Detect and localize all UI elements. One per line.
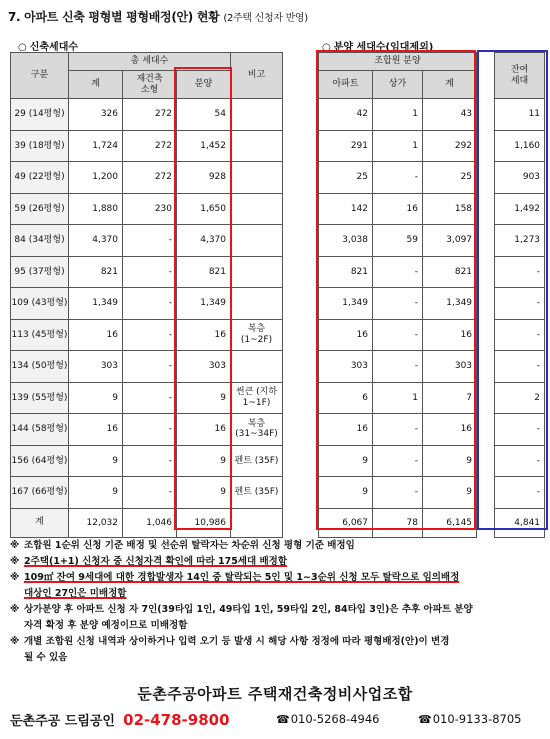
table-row — [319, 256, 545, 288]
table-row — [11, 319, 283, 351]
cell-note — [231, 225, 283, 257]
header-remaining: 잔여 세대 — [495, 53, 545, 99]
cell-sale: 9 — [177, 477, 231, 509]
association-name: 둔촌주공아파트 주택재건축정비사업조합 — [137, 685, 413, 703]
cell-total: 12,032 — [69, 508, 123, 537]
cell-type: 49 (22평형) — [11, 162, 69, 194]
table-row — [11, 351, 283, 383]
table-row — [319, 130, 545, 162]
cell-reconstruction: - — [123, 225, 177, 257]
cell-sale: 10,986 — [177, 508, 231, 537]
spacer — [477, 53, 495, 99]
cell-total: 9 — [69, 445, 123, 477]
note-4 — [10, 602, 545, 634]
contact-line — [10, 710, 545, 729]
spacer — [477, 130, 495, 162]
note-text: 대상인 27인은 미배정함 — [24, 588, 127, 599]
cell-sum: 9 — [423, 445, 477, 477]
cell-type: 144 (58평형) — [11, 414, 69, 446]
notes-section — [10, 538, 545, 666]
cell-apartment: 16 — [319, 319, 373, 351]
cell-reconstruction: 272 — [123, 130, 177, 162]
note-1 — [10, 538, 545, 554]
cell-sale: 4,370 — [177, 225, 231, 257]
note-3 — [10, 570, 545, 602]
cell-remaining: 1,273 — [495, 225, 545, 257]
office-name: 둔촌주공 드림공인 — [10, 714, 115, 729]
cell-sum: 292 — [423, 130, 477, 162]
cell-apartment: 821 — [319, 256, 373, 288]
header-store: 상가 — [373, 71, 423, 99]
cell-reconstruction: - — [123, 288, 177, 320]
cell-type: 계 — [11, 508, 69, 537]
cell-apartment: 42 — [319, 99, 373, 131]
spacer — [477, 99, 495, 131]
cell-note: 복층 (31~34F) — [231, 414, 283, 446]
cell-remaining: 1,160 — [495, 130, 545, 162]
cell-apartment: 6 — [319, 382, 373, 414]
cell-note — [231, 256, 283, 288]
sale-units-table — [318, 52, 545, 538]
cell-sum: 6,145 — [423, 508, 477, 537]
table-row — [319, 351, 545, 383]
cell-type: 84 (34평형) — [11, 225, 69, 257]
page-title — [8, 8, 308, 25]
cell-store: - — [373, 351, 423, 383]
note-text: 2주택(1+1) 신청자 중 신청자격 확인에 따라 175세대 배정함 — [24, 556, 287, 567]
header-total: 계 — [69, 71, 123, 99]
cell-type: 167 (66평형) — [11, 477, 69, 509]
header-sale: 분양 — [177, 71, 231, 99]
note-mark: ※ — [10, 604, 20, 615]
note-text: 자격 확정 후 분양 예정이므로 미배정함 — [24, 620, 188, 631]
mobile-1-number: 010-5268-4946 — [290, 712, 380, 726]
cell-store: - — [373, 162, 423, 194]
cell-note: 펜트 (35F) — [231, 445, 283, 477]
cell-apartment: 25 — [319, 162, 373, 194]
note-mark: ※ — [10, 540, 20, 551]
header-type: 구분 — [11, 53, 69, 99]
cell-apartment: 9 — [319, 477, 373, 509]
note-text: 개별 조합원 신청 내역과 상이하거나 입력 오기 등 발생 시 해당 사항 정정에 따라 평형배정(안)이 변경 — [24, 636, 450, 647]
cell-reconstruction: - — [123, 382, 177, 414]
cell-remaining: 11 — [495, 99, 545, 131]
cell-store: 1 — [373, 130, 423, 162]
header-total-group: 총 세대수 — [69, 53, 231, 71]
table-row — [11, 382, 283, 414]
cell-remaining: - — [495, 256, 545, 288]
cell-type: 39 (18평형) — [11, 130, 69, 162]
table-row — [319, 193, 545, 225]
cell-total: 9 — [69, 477, 123, 509]
cell-apartment: 6,067 — [319, 508, 373, 537]
spacer — [477, 288, 495, 320]
cell-remaining: 903 — [495, 162, 545, 194]
title-sub: (2주택 신청자 반영) — [223, 13, 308, 24]
table-row — [319, 319, 545, 351]
cell-remaining: 2 — [495, 382, 545, 414]
cell-apartment: 291 — [319, 130, 373, 162]
cell-store: 59 — [373, 225, 423, 257]
spacer — [477, 351, 495, 383]
cell-reconstruction: - — [123, 414, 177, 446]
cell-reconstruction: 1,046 — [123, 508, 177, 537]
cell-apartment: 142 — [319, 193, 373, 225]
cell-total: 1,724 — [69, 130, 123, 162]
table-row — [319, 477, 545, 509]
note-mark: ※ — [10, 636, 20, 647]
table-row — [11, 162, 283, 194]
telephone-icon: ☎ — [418, 713, 432, 726]
cell-note — [231, 351, 283, 383]
header-member-group: 조합원 분양 — [319, 53, 477, 71]
mobile-2[interactable] — [418, 712, 522, 726]
note-mark: ※ — [10, 572, 20, 583]
table-row — [11, 130, 283, 162]
cell-reconstruction: 272 — [123, 162, 177, 194]
table-row — [319, 288, 545, 320]
cell-type: 113 (45평형) — [11, 319, 69, 351]
cell-note: 펜트 (35F) — [231, 477, 283, 509]
note-text: 109㎡ 잔여 9세대에 대한 경합발생자 14인 중 탈락되는 5인 및 1~3순위 신청 모두 탈락으로 임의배정 — [24, 572, 460, 583]
table-row — [11, 225, 283, 257]
cell-total: 16 — [69, 319, 123, 351]
table-row — [11, 508, 283, 537]
spacer — [477, 477, 495, 509]
cell-type: 156 (64평형) — [11, 445, 69, 477]
cell-sum: 16 — [423, 414, 477, 446]
cell-note — [231, 508, 283, 537]
table-row — [11, 193, 283, 225]
cell-total: 16 — [69, 414, 123, 446]
note-2 — [10, 554, 545, 570]
cell-remaining: 4,841 — [495, 508, 545, 537]
cell-note — [231, 193, 283, 225]
cell-remaining: - — [495, 351, 545, 383]
table-row — [319, 99, 545, 131]
cell-note — [231, 288, 283, 320]
cell-remaining: 1,492 — [495, 193, 545, 225]
spacer — [477, 508, 495, 537]
cell-sum: 158 — [423, 193, 477, 225]
section-new-units-label: 신축세대수 — [29, 42, 79, 53]
new-units-table — [10, 52, 283, 538]
spacer — [477, 193, 495, 225]
cell-apartment: 1,349 — [319, 288, 373, 320]
table-row — [11, 445, 283, 477]
cell-sale: 1,650 — [177, 193, 231, 225]
note-text: 될 수 있음 — [24, 652, 68, 663]
cell-total: 326 — [69, 99, 123, 131]
cell-type: 134 (50평형) — [11, 351, 69, 383]
table-row — [319, 414, 545, 446]
cell-apartment: 16 — [319, 414, 373, 446]
table-row — [319, 382, 545, 414]
spacer — [477, 382, 495, 414]
cell-type: 139 (55평형) — [11, 382, 69, 414]
cell-note: 복층 (1~2F) — [231, 319, 283, 351]
cell-reconstruction: - — [123, 319, 177, 351]
cell-reconstruction: - — [123, 256, 177, 288]
header-sum: 계 — [423, 71, 477, 99]
cell-sale: 16 — [177, 414, 231, 446]
cell-store: 16 — [373, 193, 423, 225]
cell-sum: 3,097 — [423, 225, 477, 257]
cell-sum: 9 — [423, 477, 477, 509]
cell-note — [231, 130, 283, 162]
cell-store: 1 — [373, 99, 423, 131]
cell-store: - — [373, 256, 423, 288]
cell-sum: 7 — [423, 382, 477, 414]
cell-store: - — [373, 414, 423, 446]
header-apartment: 아파트 — [319, 71, 373, 99]
cell-type: 95 (37평형) — [11, 256, 69, 288]
cell-total: 4,370 — [69, 225, 123, 257]
cell-remaining: - — [495, 445, 545, 477]
title-main: 7. 아파트 신축 평형별 평형배정(안) 현황 — [8, 10, 220, 24]
cell-type: 29 (14평형) — [11, 99, 69, 131]
table-row — [11, 477, 283, 509]
table-row — [11, 99, 283, 131]
cell-sum: 16 — [423, 319, 477, 351]
section-new-units — [18, 38, 78, 53]
cell-remaining: - — [495, 288, 545, 320]
cell-total: 1,349 — [69, 288, 123, 320]
cell-note — [231, 99, 283, 131]
table-row — [11, 288, 283, 320]
cell-remaining: - — [495, 414, 545, 446]
spacer — [477, 414, 495, 446]
bullet-circle-icon: ○ — [322, 42, 331, 53]
table-row — [319, 225, 545, 257]
cell-store: - — [373, 445, 423, 477]
cell-reconstruction: 272 — [123, 99, 177, 131]
cell-reconstruction: - — [123, 445, 177, 477]
cell-sale: 303 — [177, 351, 231, 383]
spacer — [477, 445, 495, 477]
cell-note: 썬큰 (지하1~1F) — [231, 382, 283, 414]
cell-total: 1,200 — [69, 162, 123, 194]
cell-sum: 303 — [423, 351, 477, 383]
spacer — [477, 225, 495, 257]
cell-remaining: - — [495, 319, 545, 351]
cell-store: - — [373, 319, 423, 351]
cell-sum: 25 — [423, 162, 477, 194]
note-5 — [10, 634, 545, 666]
mobile-1[interactable] — [276, 712, 380, 726]
cell-sale: 928 — [177, 162, 231, 194]
spacer — [477, 319, 495, 351]
bullet-circle-icon: ○ — [18, 42, 27, 53]
telephone-icon: ☎ — [276, 713, 290, 726]
cell-store: - — [373, 288, 423, 320]
cell-apartment: 3,038 — [319, 225, 373, 257]
cell-reconstruction: - — [123, 477, 177, 509]
cell-total: 303 — [69, 351, 123, 383]
cell-apartment: 9 — [319, 445, 373, 477]
note-mark: ※ — [10, 556, 20, 567]
cell-sale: 1,349 — [177, 288, 231, 320]
note-text: 상가분양 후 아파트 신청 자 7인(39타입 1인, 49타입 1인, 59타입 2인, 84타입 3인)은 추후 아파트 분양 — [24, 604, 473, 615]
cell-sum: 821 — [423, 256, 477, 288]
cell-total: 821 — [69, 256, 123, 288]
section-sale-units-label: 분양 세대수(임대제외) — [333, 42, 434, 53]
cell-reconstruction: - — [123, 351, 177, 383]
table-row — [11, 256, 283, 288]
cell-reconstruction: 230 — [123, 193, 177, 225]
office-phone[interactable]: 02-478-9800 — [123, 711, 230, 729]
cell-apartment: 303 — [319, 351, 373, 383]
cell-type: 59 (26평형) — [11, 193, 69, 225]
cell-sum: 43 — [423, 99, 477, 131]
note-text: 조합원 1순위 신청 기준 배정 및 선순위 탈락자는 차순위 신청 평형 기준 배정임 — [24, 540, 355, 551]
header-note: 비고 — [231, 53, 283, 99]
cell-sale: 821 — [177, 256, 231, 288]
header-reconstruction-small: 재건축 소형 — [123, 71, 177, 99]
cell-sale: 9 — [177, 445, 231, 477]
cell-store: 78 — [373, 508, 423, 537]
cell-total: 9 — [69, 382, 123, 414]
cell-remaining: - — [495, 477, 545, 509]
spacer — [477, 162, 495, 194]
mobile-2-number: 010-9133-8705 — [432, 712, 522, 726]
section-sale-units — [322, 38, 433, 53]
cell-store: 1 — [373, 382, 423, 414]
spacer — [477, 256, 495, 288]
cell-store: - — [373, 477, 423, 509]
table-row — [11, 414, 283, 446]
cell-note — [231, 162, 283, 194]
cell-sale: 16 — [177, 319, 231, 351]
cell-type: 109 (43평형) — [11, 288, 69, 320]
cell-sum: 1,349 — [423, 288, 477, 320]
table-row — [319, 445, 545, 477]
cell-sale: 9 — [177, 382, 231, 414]
table-row — [319, 508, 545, 537]
cell-total: 1,880 — [69, 193, 123, 225]
cell-sale: 54 — [177, 99, 231, 131]
table-row — [319, 162, 545, 194]
cell-sale: 1,452 — [177, 130, 231, 162]
